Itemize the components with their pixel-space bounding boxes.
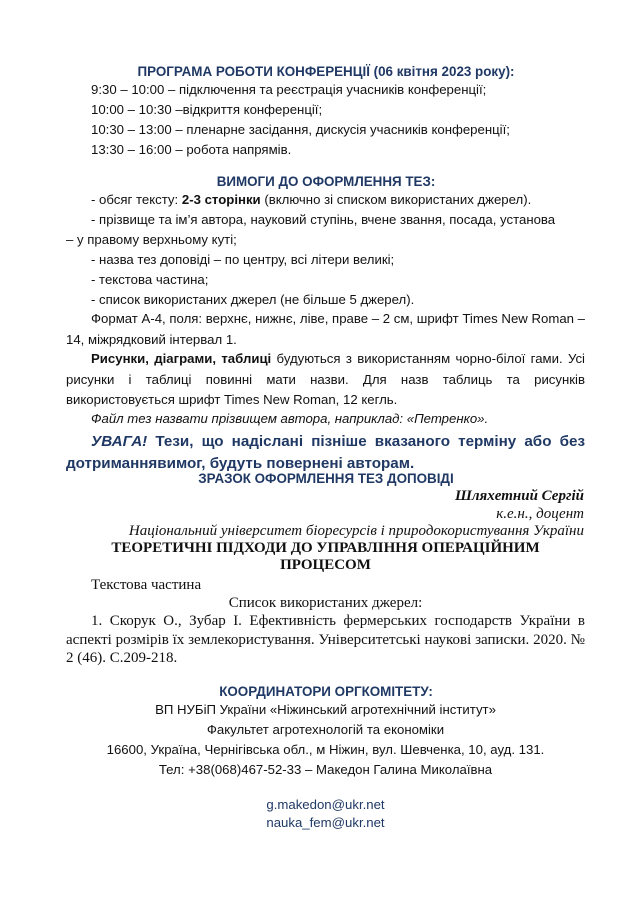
program-item: 10:00 – 10:30 –відкриття конференції; <box>91 102 323 117</box>
sample-text-part: Текстова частина <box>91 577 202 593</box>
program-heading: ПРОГРАМА РОБОТИ КОНФЕРЕНЦІЇ (06 квітня 2023 року): <box>137 64 515 79</box>
sample-paper-title-1: ТЕОРЕТИЧНІ ПІДХОДИ ДО УПРАВЛІННЯ ОПЕРАЦІЙНИМ <box>111 540 540 556</box>
requirement-file-naming: Файл тез назвати прізвищем автора, наприклад: «Петренко». <box>91 411 489 426</box>
requirements-heading: ВИМОГИ ДО ОФОРМЛЕННЯ ТЕЗ: <box>216 174 436 189</box>
requirement-sources: - список використаних джерел (не більше 5 джерел). <box>91 292 415 307</box>
program-item: 9:30 – 10:00 – підключення та реєстрація учасників конференції; <box>91 82 487 97</box>
volume-prefix: - обсяг тексту: <box>91 192 182 207</box>
sample-degree: к.е.н., доцент <box>496 506 584 522</box>
coordinators-org: ВП НУБіП України «Ніжинський агротехнічний інститут» <box>155 702 496 717</box>
requirement-volume <box>91 190 531 211</box>
coordinators-address: 16600, Україна, Чернігівська обл., м Ніжин, вул. Шевченка, 10, ауд. 131. <box>106 742 545 757</box>
figures-bold: Рисунки, діаграми, таблиці <box>91 351 272 366</box>
program-item: 13:30 – 16:00 – робота напрямів. <box>91 142 292 157</box>
requirement-author-2: – у правому верхньому куті; <box>66 232 237 247</box>
warning-label: УВАГА! <box>91 433 148 450</box>
requirement-format: Формат А-4, поля: верхнє, нижнє, ліве, праве – 2 см, шрифт Times New Roman – 14, міжрядковий інтервал 1. <box>66 311 585 347</box>
figures-text: будуються з використанням чорно-білої гами. Усі рисунки і таблиці повинні мати назви. Для назв таблиць та рисунків використовується шрифт Times New Roman, 12 кегль. <box>66 351 585 407</box>
sample-author: Шляхетний Сергій <box>454 488 584 504</box>
sample-institution: Національний університет біоресурсів і природокористування України <box>128 523 584 539</box>
email-link[interactable]: g.makedon@ukr.net <box>266 797 385 812</box>
sample-reference-1: 1. Скорук О., Зубар І. Ефективність фермерських господарств України в аспекті розмірів їх землекористування. Університетські наукові записки. 2020. № 2 (46). С.209-218. <box>66 613 585 666</box>
sample-references-title: Список використаних джерел: <box>228 595 423 611</box>
sample-paper-title-2: ПРОЦЕСОМ <box>280 557 371 573</box>
volume-suffix: (включно зі списком використаних джерел). <box>260 192 532 207</box>
coordinators-faculty: Факультет агротехнологій та економіки <box>206 722 445 737</box>
requirement-author-1: - прізвище та ім’я автора, науковий ступінь, вчене звання, посада, установа <box>91 212 556 227</box>
email-link[interactable]: nauka_fem@ukr.net <box>266 815 385 830</box>
program-item: 10:30 – 13:00 – пленарне засідання, дискусія учасників конференції; <box>91 122 510 137</box>
requirement-text-part: - текстова частина; <box>91 272 209 287</box>
warning-text: Тези, що надіслані пізніше вказаного терміну або без дотриманнявимог, будуть повернені авторам. <box>66 433 585 472</box>
sample-heading: ЗРАЗОК ОФОРМЛЕННЯ ТЕЗ ДОПОВІДІ <box>198 471 454 486</box>
coordinators-heading: КООРДИНАТОРИ ОРГКОМІТЕТУ: <box>219 684 433 699</box>
requirement-figures <box>66 349 585 411</box>
requirement-title-rule: - назва тез доповіді – по центру, всі літери великі; <box>91 252 395 267</box>
coordinators-phone: Тел: +38(068)467-52-33 – Македон Галина Миколаївна <box>158 762 493 777</box>
volume-bold: 2-3 сторінки <box>181 192 261 207</box>
